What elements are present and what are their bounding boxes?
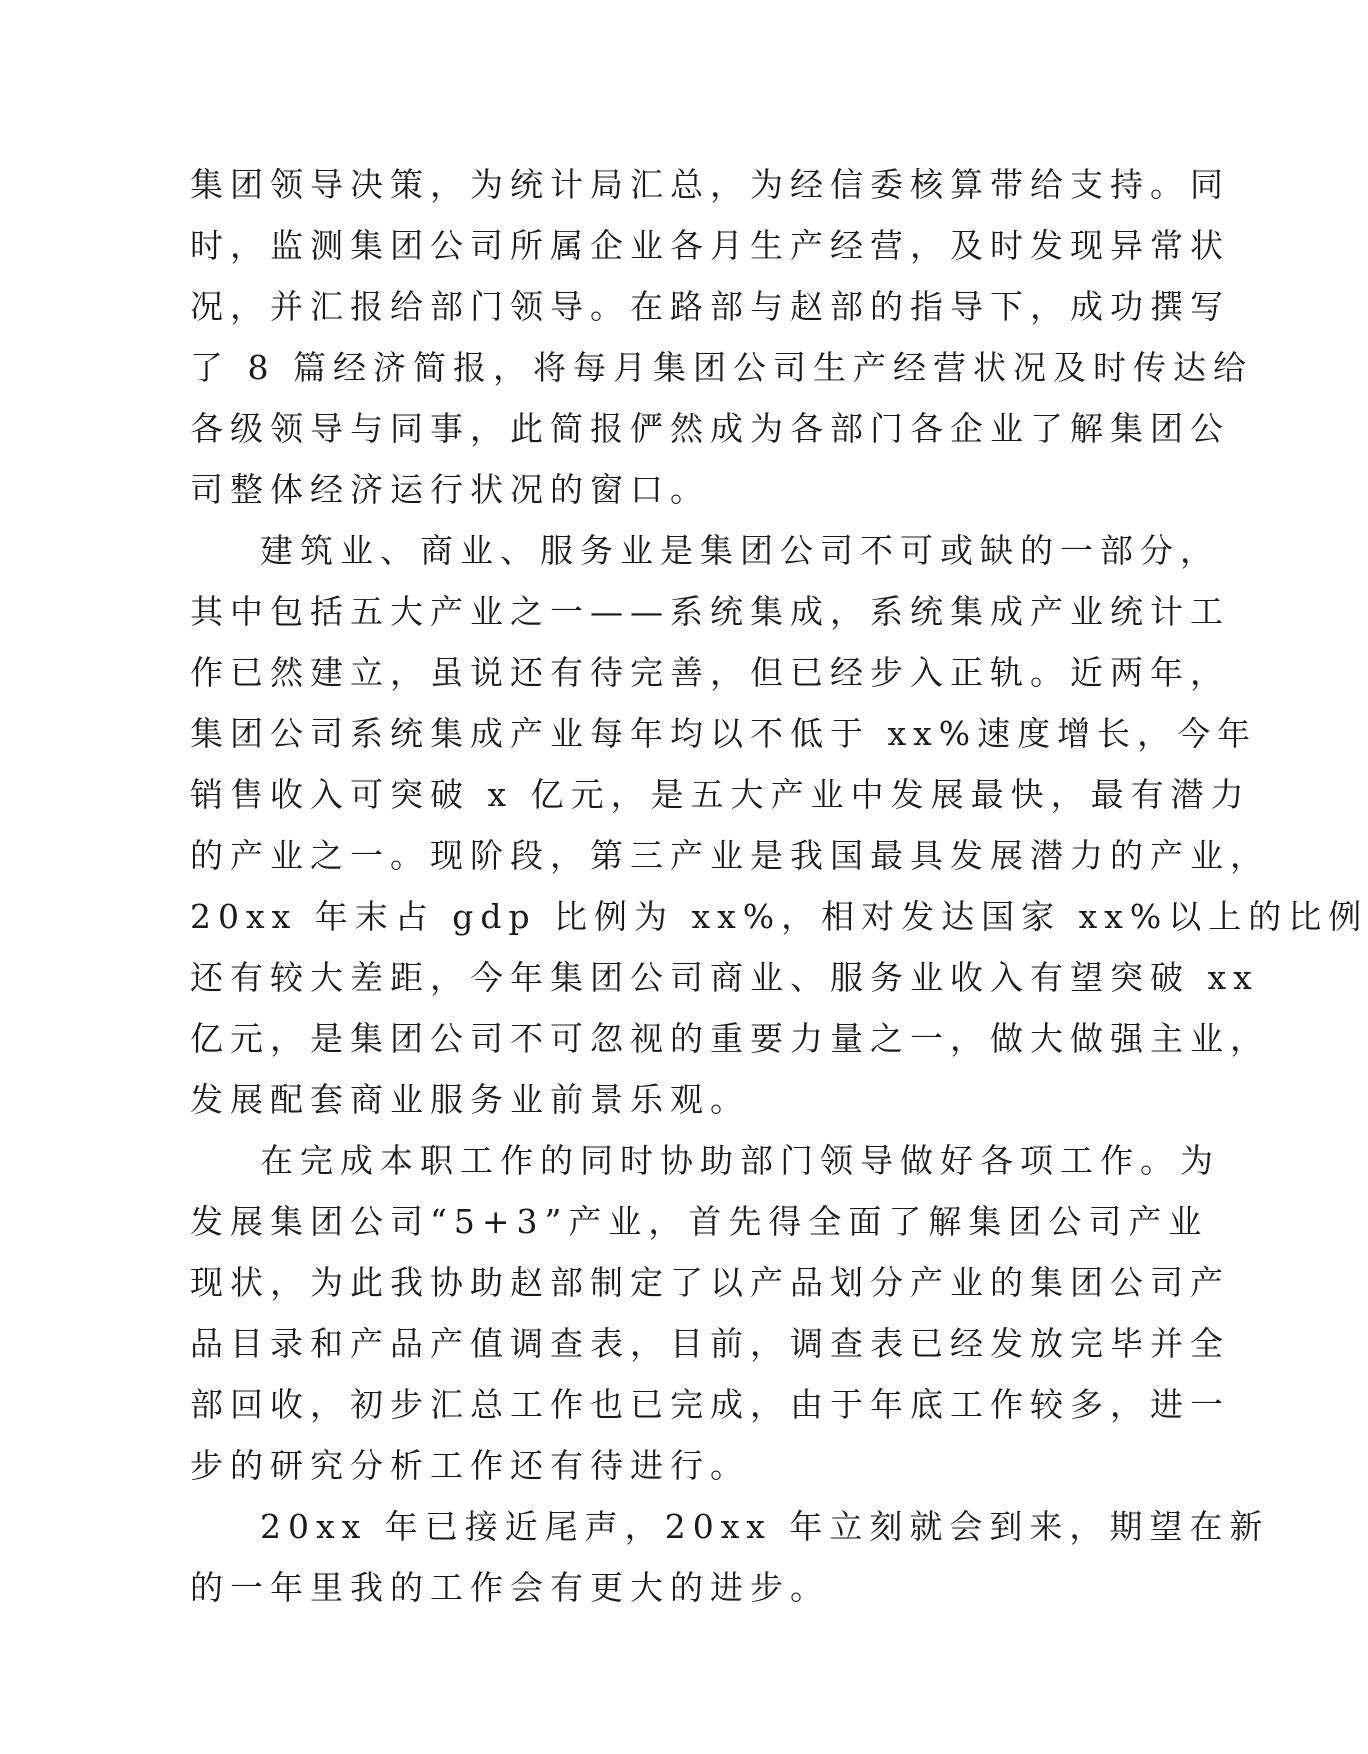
text-line: 的产业之一。现阶段，第三产业是我国最具发展潜力的产业， <box>190 836 1270 875</box>
text-line: 发展集团公司“5+3”产业，首先得全面了解集团公司产业 <box>190 1202 1209 1241</box>
text-line: 步的研究分析工作还有待进行。 <box>190 1446 750 1485</box>
paragraph-4 <box>190 1496 1270 1618</box>
text-line: 作已然建立，虽说还有待完善，但已经步入正轨。近两年， <box>190 653 1230 692</box>
text-line: 的一年里我的工作会有更大的进步。 <box>190 1568 830 1607</box>
text-line: 20xx 年末占 gdp 比例为 xx%，相对发达国家 xx%以上的比例 <box>190 897 1368 936</box>
text-line: 销售收入可突破 x 亿元，是五大产业中发展最快，最有潜力 <box>190 775 1251 814</box>
paragraph-2 <box>190 520 1368 1130</box>
paragraph-3 <box>190 1130 1230 1496</box>
text-line: 时，监测集团公司所属企业各月生产经营，及时发现异常状 <box>190 226 1230 265</box>
text-line: 现状，为此我协助赵部制定了以产品划分产业的集团公司产 <box>190 1263 1230 1302</box>
text-line: 各级领导与同事，此简报俨然成为各部门各企业了解集团公 <box>190 409 1230 448</box>
text-line: 在完成本职工作的同时协助部门领导做好各项工作。为 <box>260 1141 1220 1180</box>
text-line: 品目录和产品产值调查表，目前，调查表已经发放完毕并全 <box>190 1324 1230 1363</box>
text-line: 了 8 篇经济简报，将每月集团公司生产经营状况及时传达给 <box>190 348 1253 387</box>
text-line: 还有较大差距，今年集团公司商业、服务业收入有望突破 xx <box>190 958 1259 997</box>
text-line: 部回收，初步汇总工作也已完成，由于年底工作较多，进一 <box>190 1385 1230 1424</box>
text-line: 20xx 年已接近尾声，20xx 年立刻就会到来，期望在新 <box>260 1507 1270 1546</box>
text-line: 况，并汇报给部门领导。在路部与赵部的指导下，成功撰写 <box>190 287 1230 326</box>
text-line: 司整体经济运行状况的窗口。 <box>190 470 710 509</box>
text-line: 建筑业、商业、服务业是集团公司不可或缺的一部分， <box>260 531 1220 570</box>
text-line: 发展配套商业服务业前景乐观。 <box>190 1080 750 1119</box>
document-body <box>190 154 1368 1618</box>
text-line: 亿元，是集团公司不可忽视的重要力量之一，做大做强主业， <box>190 1019 1270 1058</box>
text-line: 其中包括五大产业之一——系统集成，系统集成产业统计工 <box>190 592 1230 631</box>
text-line: 集团领导决策，为统计局汇总，为经信委核算带给支持。同 <box>190 165 1230 204</box>
paragraph-1 <box>190 154 1253 520</box>
text-line: 集团公司系统集成产业每年均以不低于 xx%速度增长，今年 <box>190 714 1258 753</box>
